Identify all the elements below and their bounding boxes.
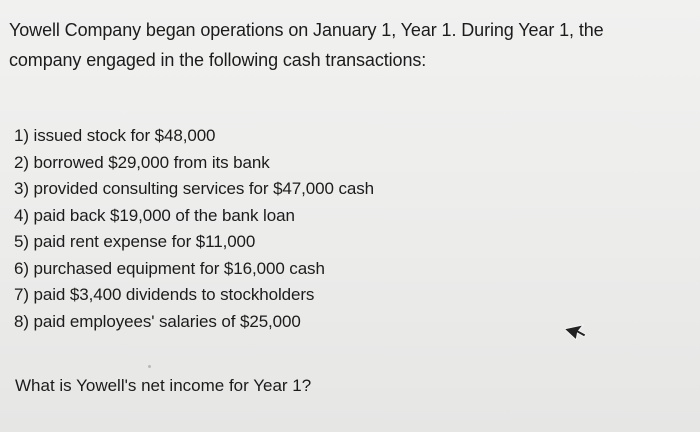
list-item: 3) provided consulting services for $47,000 cash [14,179,374,198]
list-item: 5) paid rent expense for $11,000 [14,232,256,251]
mouse-pointer-icon [565,318,589,342]
list-item: 4) paid back $19,000 of the bank loan [14,205,295,225]
list-item: 1) issued stock for $48,000 [14,126,216,145]
transaction-list [14,123,374,335]
list-item: 6) purchased equipment for $16,000 cash [14,258,325,278]
list-item: 8) paid employees' salaries of $25,000 [14,311,301,331]
problem-intro: Yowell Company began operations on January 1, Year 1. During Year 1, the company engaged in the following cash transactions: [9,20,604,70]
dust-speck [148,365,151,368]
list-item: 7) paid $3,400 dividends to stockholders [14,285,315,304]
question-text: What is Yowell's net income for Year 1? [15,376,312,395]
list-item: 2) borrowed $29,000 from its bank [14,152,270,172]
